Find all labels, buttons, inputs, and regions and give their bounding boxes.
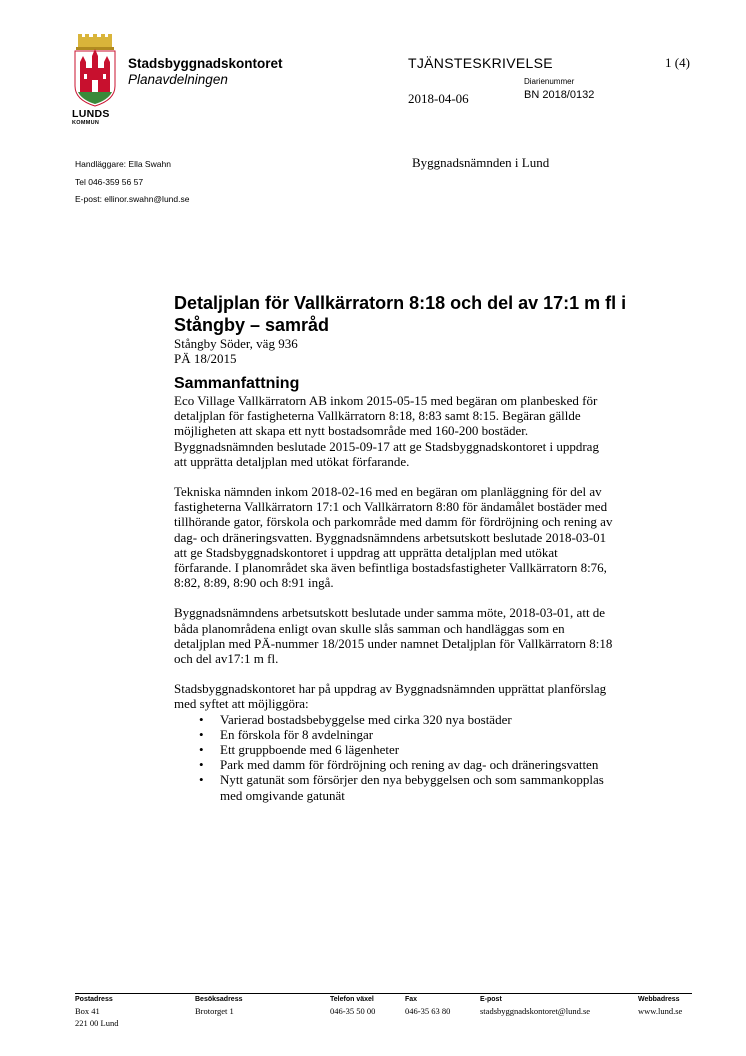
section-heading: Sammanfattning [174,375,300,392]
handler-phone: Tel 046-359 56 57 [75,177,144,187]
org-department: Planavdelningen [128,72,228,87]
list-item-text: Ett gruppboende med 6 lägenheter [220,742,400,758]
paragraph: Eco Village Vallkärratorn AB inkom 2015-05-15 med begäran om planbesked för detaljplan för fastigheterna Vallkärratorn 8:18, 8:83 samt 8:15. Begäran gällde möjligheten att skapa ett nytt bostadsområde med 160-200 bostäder. Byggnadsnämnden beslutade 2015-09-17 att ge Stadsbyggnadskontoret i uppdrag att upprätta detaljplan med utökat förfarande. [174,393,599,469]
list-item [174,727,620,742]
recipient: Byggnadsnämnden i Lund [412,155,550,170]
footer-postal-line1: Box 41 [75,1006,100,1016]
list-item-text: En förskola för 8 avdelningar [220,726,374,742]
list-item [174,712,620,727]
footer-fax-label: Fax [405,996,418,1003]
purpose-list [174,712,694,803]
footer-phone-label: Telefon växel [330,996,374,1003]
handler-email: E-post: ellinor.swahn@lund.se [75,194,190,204]
document-location: Stångby Söder, väg 936 [174,336,298,351]
diary-number-label: Diarienummer [524,77,575,86]
footer-fax-value: 046-35 63 80 [405,1006,451,1016]
bullet-icon: • [199,757,204,773]
plan-id: PÄ 18/2015 [174,351,237,366]
footer-email-label: E-post [480,996,502,1003]
list-item-text: Park med damm för fördröjning och rening av dag- och dräneringsvatten [220,757,599,773]
footer-postal-label: Postadress [75,996,113,1003]
list-item [174,757,620,772]
org-name: Stadsbyggnadskontoret [128,56,283,71]
bullet-icon: • [199,742,204,758]
footer-email-value: stadsbyggnadskontoret@lund.se [480,1006,591,1016]
handler-name: Handläggare: Ella Swahn [75,159,171,169]
document-type: TJÄNSTESKRIVELSE [408,55,553,71]
paragraph: Stadsbyggnadskontoret har på uppdrag av Byggnadsnämnden upprättat planförslag med syftet att möjliggöra: [174,681,607,712]
footer-postal-line2: 221 00 Lund [75,1018,119,1028]
logo-text-kommun: KOMMUN [72,120,100,126]
document-date: 2018-04-06 [408,91,469,106]
document-body [174,292,694,803]
paragraph: Byggnadsnämndens arbetsutskott beslutade under samma möte, 2018-03-01, att de båda planområdena enligt ovan skulle slås samman och handläggas som en detaljplan med PÄ-nummer 18/2015 under namnet Detaljplan för Vallkärratorn 8:18 och del av17:1 m fl. [174,605,613,667]
bullet-icon: • [199,726,204,742]
list-item-text: Varierad bostadsbebyggelse med cirka 320 nya bostäder [220,711,512,727]
page-number: 1 (4) [665,55,690,70]
paragraph: Tekniska nämnden inkom 2018-02-16 med en begäran om planläggning för del av fastigheterna Vallkärratorn 17:1 och Vallkärratorn 8:80 för ändamålet bostäder med tillhörande gator, förskola och parkområde med damm för fördröjning och rening av dag- och dräneringsvatten. Byggnadsnämndens arbetsutskott beslutade 2018-03-01 att ge Stadsbyggnadskontoret i uppdrag att upprätta detaljplan med utökat förfarande. I planområdet ska även befintliga bostadsfastigheter Vallkärratorn 8:76, 8:82, 8:89, 8:90 och 8:91 ingå. [174,484,613,591]
list-item [174,742,620,757]
footer-visit-value: Brotorget 1 [195,1006,234,1016]
footer-divider [75,993,692,994]
bullet-icon: • [199,772,204,788]
list-item [174,772,620,802]
bullet-icon: • [199,711,204,727]
list-item-text: Nytt gatunät som försörjer den nya bebyggelsen och som sammankopplas med omgivande gatunät [220,772,604,803]
footer-visit-label: Besöksadress [195,996,243,1003]
logo-text-lunds: LUNDS [72,108,110,120]
footer-phone-value: 046-35 50 00 [330,1006,376,1016]
diary-number: BN 2018/0132 [524,89,595,101]
document-title: Detaljplan för Vallkärratorn 8:18 och del av 17:1 m fl i Stångby – samråd [174,293,627,335]
footer-web-value: www.lund.se [638,1006,683,1016]
footer-web-label: Webbadress [638,996,680,1003]
lunds-kommun-logo [72,34,118,128]
